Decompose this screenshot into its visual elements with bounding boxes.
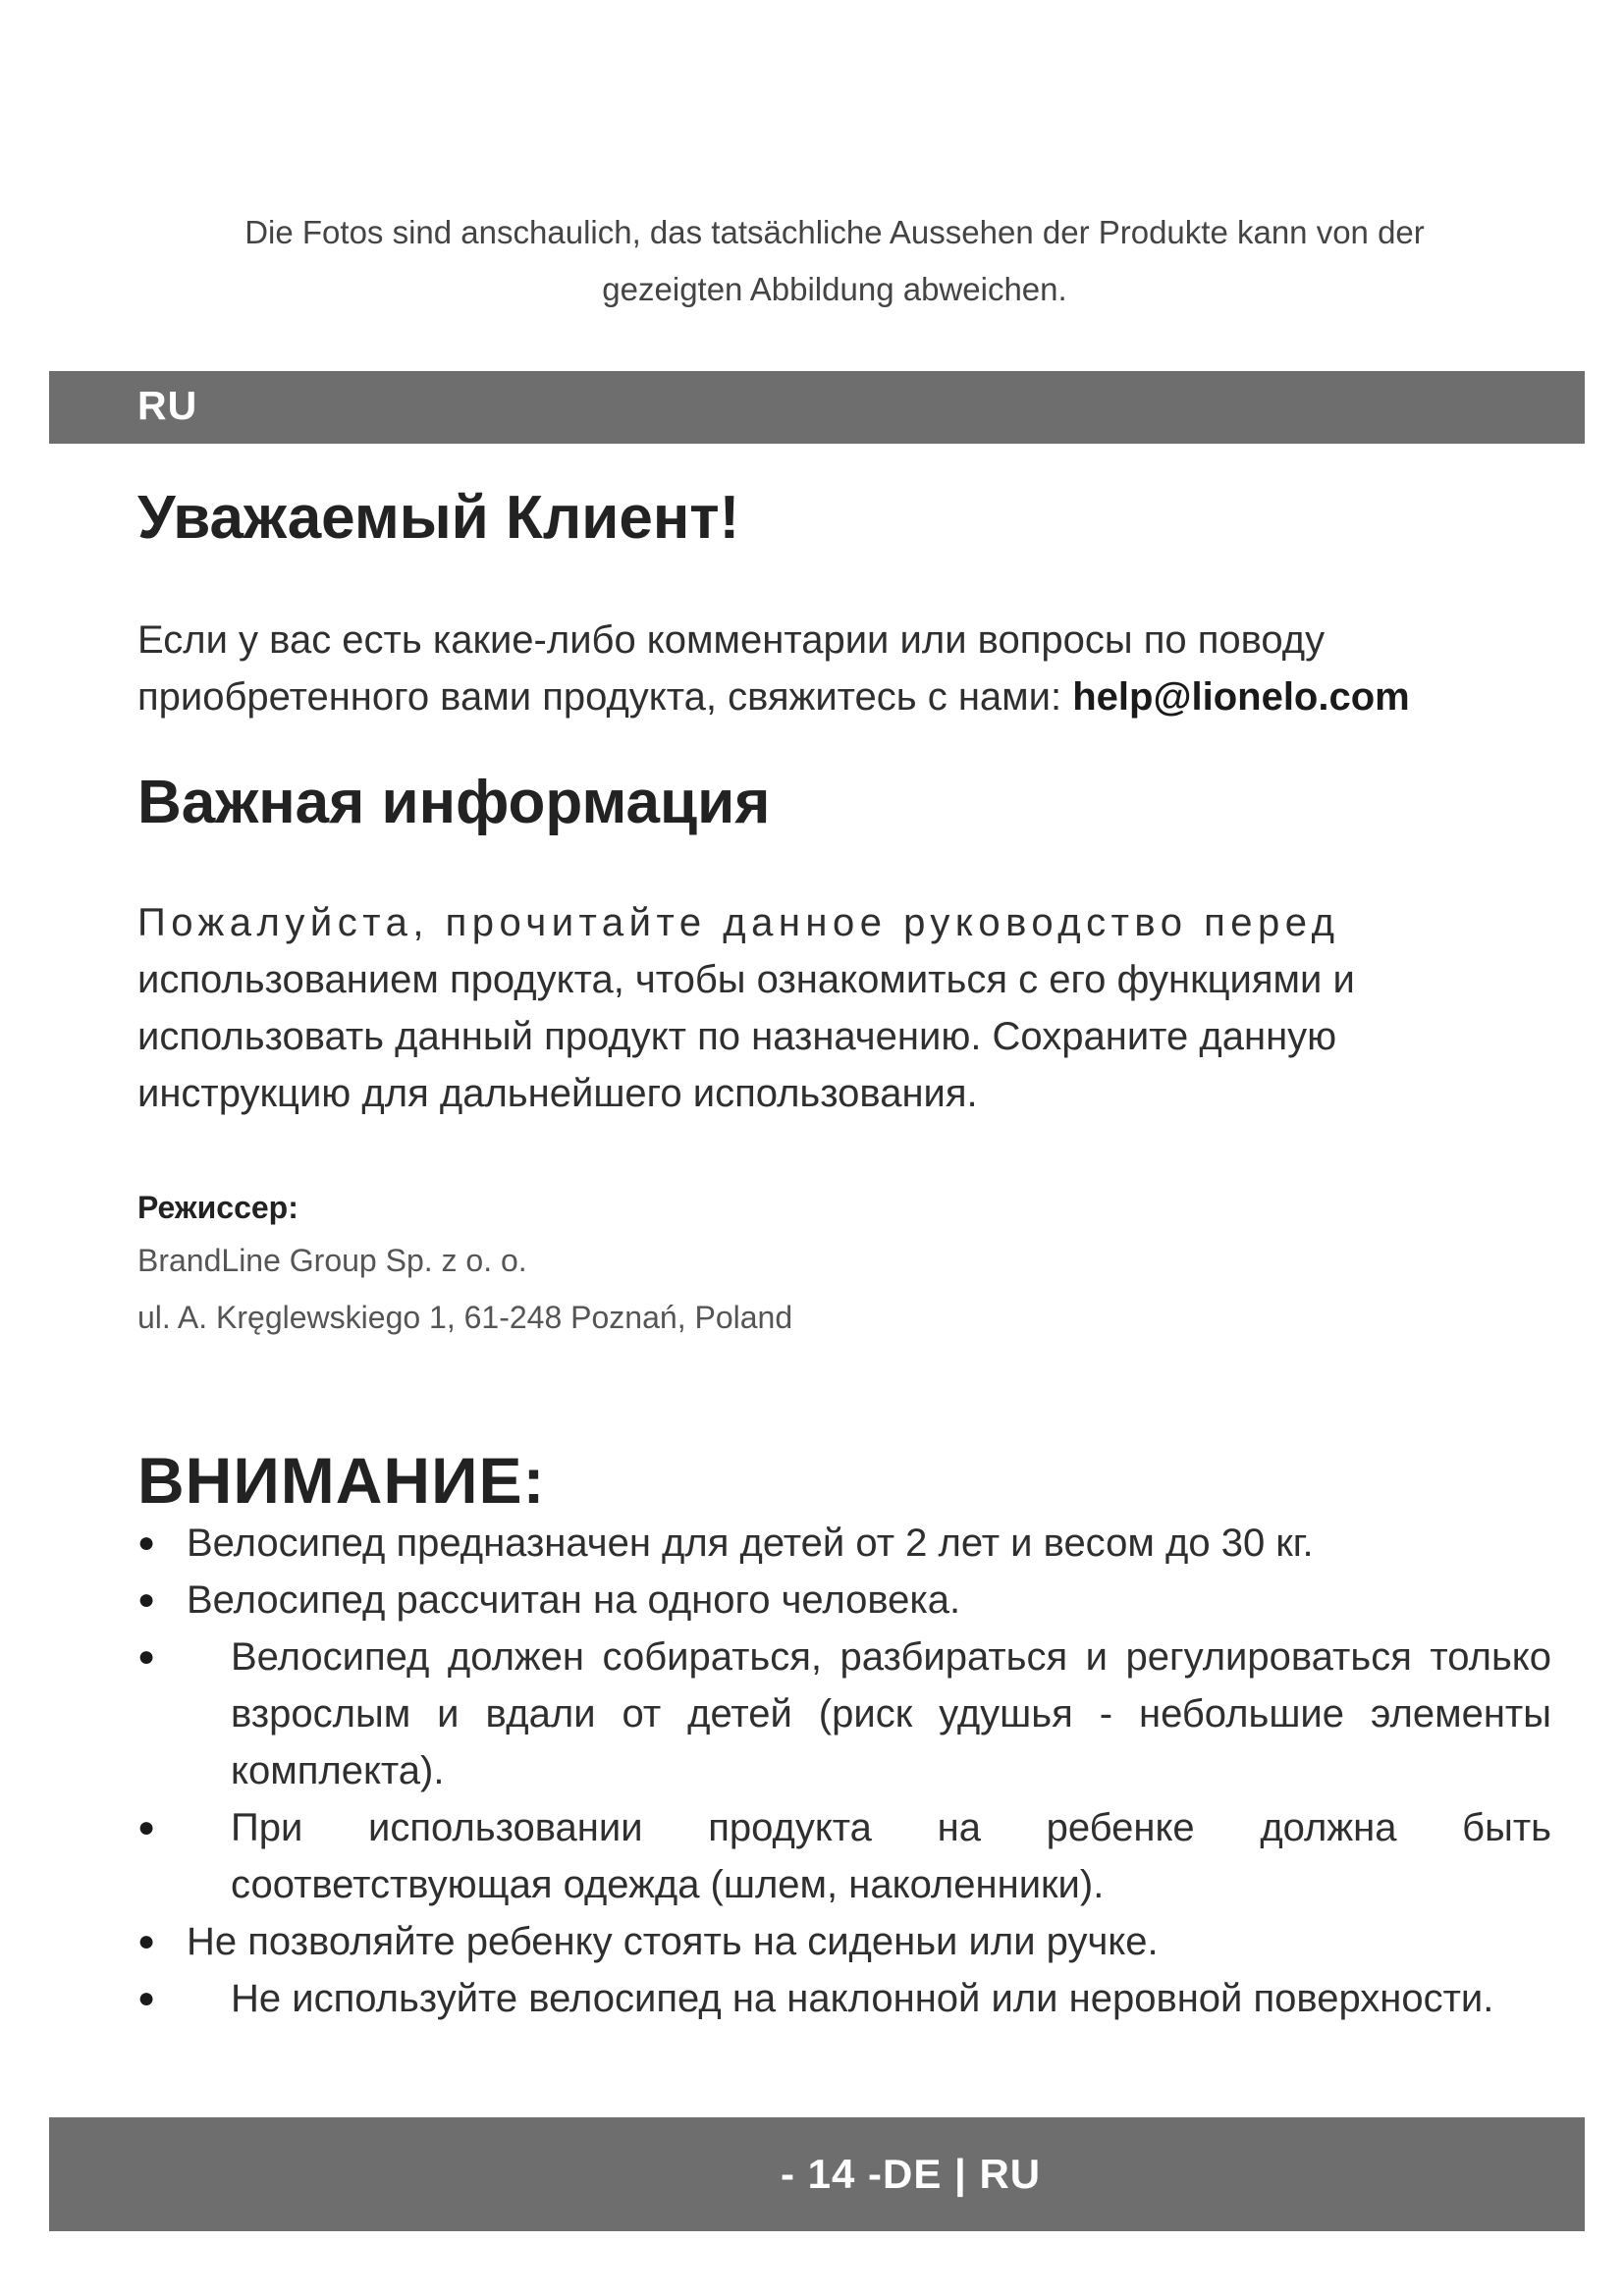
important-info-paragraph <box>137 894 1532 1122</box>
warning-item: ● Велосипед рассчитан на одного человека. <box>137 1572 1551 1629</box>
warning-item: ● Не используйте велосипед на наклонной или неровной поверхности. <box>137 1970 1551 2027</box>
contact-text: Если у вас есть какие-либо комментарии или вопросы по поводу приобретенного вами продукта, свяжитесь с нами: <box>137 618 1326 719</box>
bullet-icon: ● <box>137 1640 156 1673</box>
bullet-icon: ● <box>137 1583 156 1616</box>
warning-title: ВНИМАНИЕ: <box>137 1444 546 1517</box>
bullet-icon: ● <box>137 1982 156 2014</box>
warning-item: ● При использовании продукта на ребенке должна быть соответствующая одежда (шлем, наколенники). <box>137 1799 1551 1913</box>
photo-disclaimer-line-1: Die Fotos sind anschaulich, das tatsächliche Aussehen der Produkte kann von der <box>244 214 1425 250</box>
important-info-title: Важная информация <box>137 769 771 836</box>
warning-item: ● Не позволяйте ребенку стоять на сиденьи или ручке. <box>137 1913 1551 1970</box>
producer-block <box>137 1183 1119 1346</box>
contact-paragraph <box>137 612 1551 725</box>
bullet-icon: ● <box>137 1811 156 1843</box>
greeting-title: Уважаемый Клиент! <box>137 484 740 552</box>
bullet-icon: ● <box>137 1526 156 1559</box>
producer-company: BrandLine Group Sp. z o. o. <box>137 1243 527 1278</box>
language-band <box>49 371 1585 444</box>
warning-item: ● Велосипед должен собираться, разбираться и регулироваться только взрослым и вдали от детей (риск удушья - небольшие элементы комплекта). <box>137 1629 1551 1799</box>
bullet-icon: ● <box>137 1925 156 1957</box>
photo-disclaimer-line-2: gezeigten Abbildung abweichen. <box>602 271 1067 307</box>
language-label: RU <box>137 383 198 428</box>
page-number: - 14 -DE | RU <box>781 2151 1042 2197</box>
producer-label: Режиссер: <box>137 1190 298 1225</box>
important-info-line-1: Пожалуйста, прочитайте данное руководство перед <box>137 901 1340 944</box>
important-info-rest: использованием продукта, чтобы ознакомиться с его функциями и использовать данный продукт по назначению. Сохраните данную инструкцию для дальнейшего использования. <box>137 958 1355 1115</box>
footer-band <box>49 2117 1585 2231</box>
producer-address: ul. A. Kręglewskiego 1, 61-248 Poznań, Poland <box>137 1300 793 1335</box>
contact-email[interactable]: help@lionelo.com <box>1072 675 1410 719</box>
photo-disclaimer <box>147 204 1522 318</box>
warning-item: ● Велосипед предназначен для детей от 2 лет и весом до 30 кг. <box>137 1515 1551 1572</box>
warning-list <box>137 1515 1551 2027</box>
